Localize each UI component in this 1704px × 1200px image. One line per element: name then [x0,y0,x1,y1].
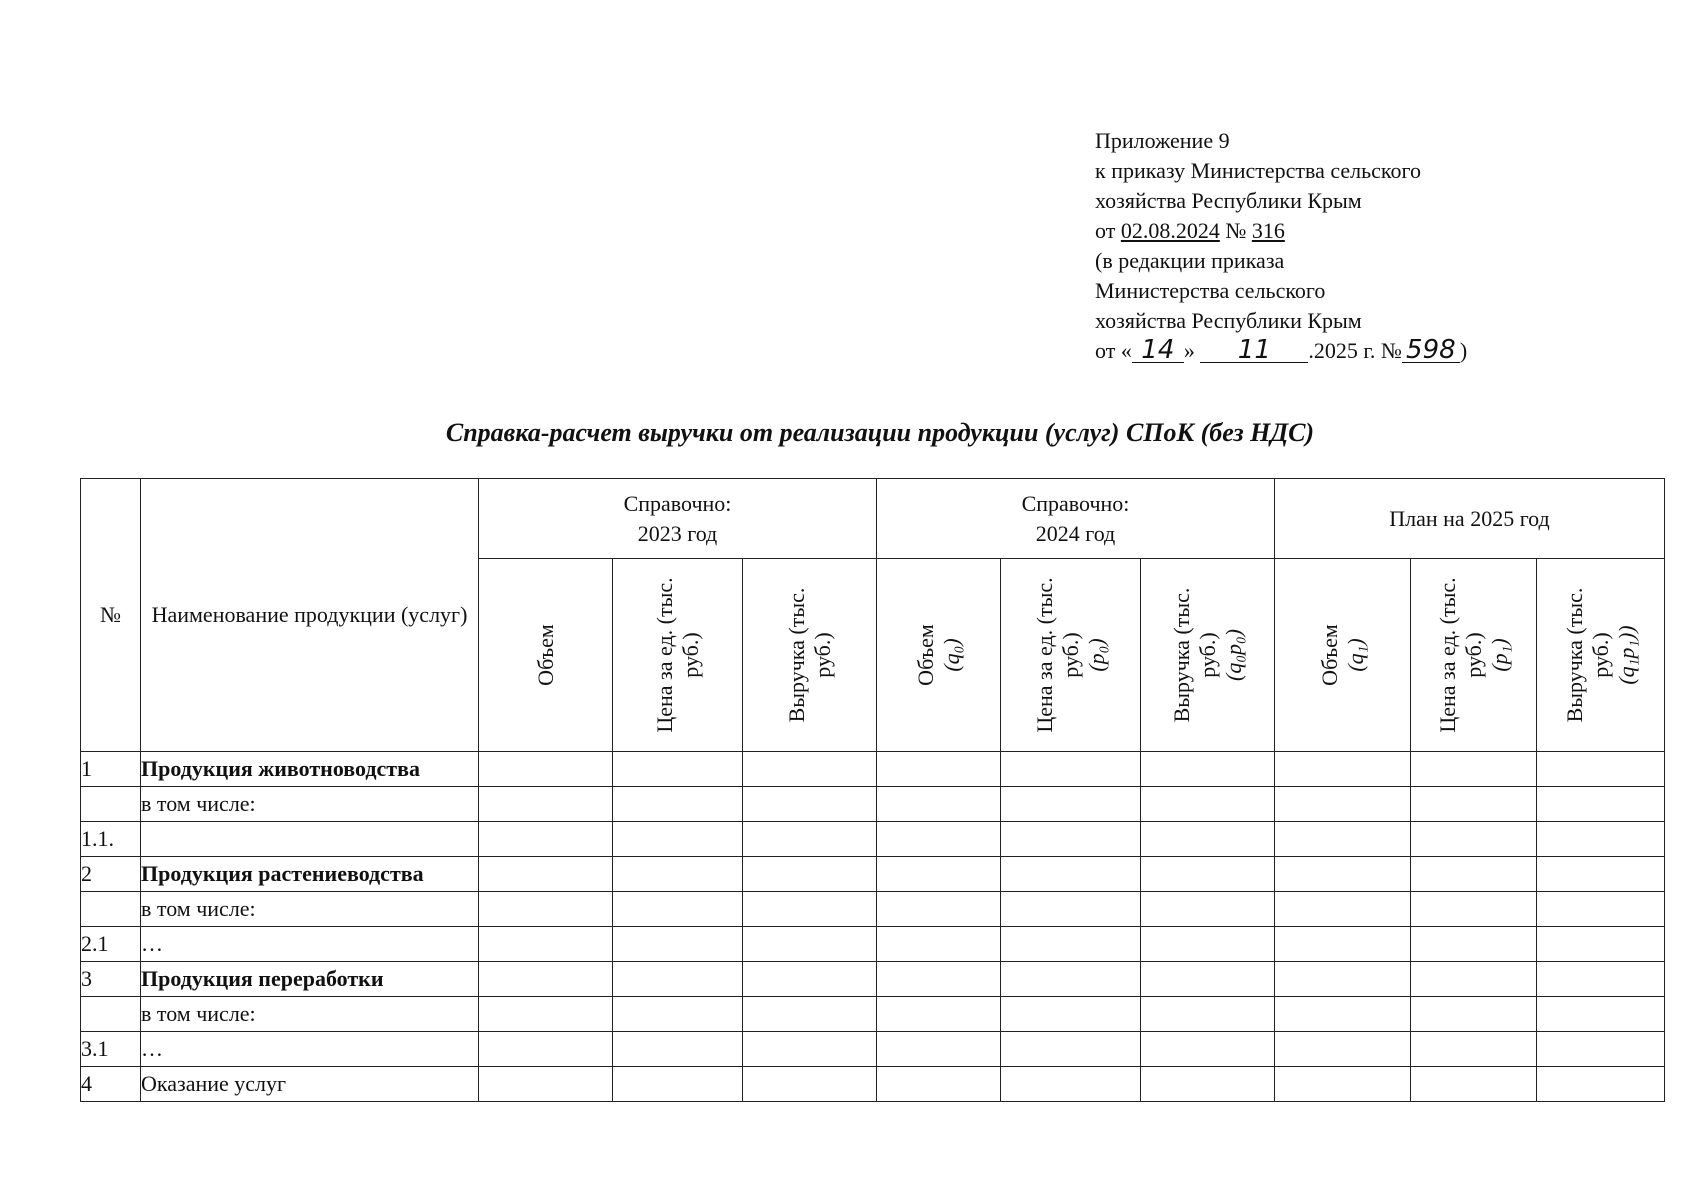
empty-cell [613,752,743,787]
empty-cell [877,857,1001,892]
empty-cell [877,752,1001,787]
text: .2025 г. № [1308,338,1402,363]
empty-cell [1275,1032,1411,1067]
table-row [81,1067,1665,1102]
order-number: 316 [1251,218,1285,243]
empty-cell [1411,787,1537,822]
text: от « [1095,338,1132,363]
empty-cell [613,997,743,1032]
subheader-symbol: (q₁) [1342,638,1368,672]
appendix-line: к приказу Министерства сельского [1095,158,1421,183]
empty-cell [1141,1032,1275,1067]
empty-cell [479,822,613,857]
appendix-revision-date-line [1095,336,1467,366]
group-header-2024 [877,479,1275,559]
row-label: в том числе: [141,997,479,1032]
row-label: Продукция растениеводства [141,857,479,892]
table-row [81,892,1665,927]
empty-cell [479,1032,613,1067]
empty-cell [1537,1032,1665,1067]
subheader-price [1001,559,1141,752]
group-line: 2024 год [1035,520,1116,546]
row-number [81,997,141,1032]
row-number: 2.1 [81,927,141,962]
order-date: 02.08.2024 [1120,218,1220,243]
empty-cell [1141,787,1275,822]
appendix-line: Министерства сельского [1095,278,1326,303]
empty-cell [613,1032,743,1067]
subheader-symbol: (q₀p₀) [1220,629,1246,681]
subheader-label: Выручка (тыс. руб.) [1561,587,1613,723]
subheader-volume [479,559,613,752]
empty-cell [1411,892,1537,927]
empty-cell [1411,927,1537,962]
appendix-line: хозяйства Республики Крым [1095,188,1362,213]
empty-cell [1537,1067,1665,1102]
empty-cell [1537,892,1665,927]
empty-cell [613,892,743,927]
empty-cell [1141,752,1275,787]
empty-cell [1537,822,1665,857]
empty-cell [1537,997,1665,1032]
empty-cell [1141,927,1275,962]
empty-cell [479,1067,613,1102]
empty-cell [479,787,613,822]
subheader-label: Цена за ед. (тыс. руб.) [1434,577,1486,733]
empty-cell [479,997,613,1032]
subheader-label: Объем [1316,624,1342,686]
subheader-volume [877,559,1001,752]
group-line: 2023 год [637,520,718,546]
empty-cell [613,857,743,892]
empty-cell [877,1067,1001,1102]
empty-cell [1275,927,1411,962]
empty-cell [1001,962,1141,997]
subheader-revenue [743,559,877,752]
appendix-line: (в редакции приказа [1095,248,1285,273]
subheader-label: Выручка (тыс. руб.) [1168,587,1220,723]
empty-cell [1001,822,1141,857]
text: № [1219,218,1252,243]
empty-cell [1275,997,1411,1032]
subheader-price [613,559,743,752]
subheader-price [1411,559,1537,752]
empty-cell [743,1032,877,1067]
empty-cell [613,822,743,857]
empty-cell [479,927,613,962]
empty-cell [1275,822,1411,857]
subheader-symbol: (p₁) [1486,638,1512,672]
row-number: 1.1. [81,822,141,857]
empty-cell [1411,857,1537,892]
empty-cell [613,927,743,962]
empty-cell [1275,1067,1411,1102]
table-row [81,997,1665,1032]
empty-cell [613,787,743,822]
row-number: 1 [81,752,141,787]
row-number: 4 [81,1067,141,1102]
empty-cell [1275,752,1411,787]
empty-cell [1537,962,1665,997]
handwritten-day: 14 [1132,338,1184,363]
empty-cell [1275,857,1411,892]
subheader-label: Объем [912,624,938,686]
subheader-symbol: (q₁p₁)) [1613,625,1639,685]
empty-cell [743,927,877,962]
empty-cell [877,927,1001,962]
row-label: … [141,1032,479,1067]
empty-cell [1001,752,1141,787]
empty-cell [743,857,877,892]
empty-cell [877,822,1001,857]
row-number: 3.1 [81,1032,141,1067]
appendix-block [1095,126,1467,366]
empty-cell [479,892,613,927]
col-header-name: Наименование продукции (услуг) [141,479,479,752]
empty-cell [1537,927,1665,962]
empty-cell [1537,752,1665,787]
row-label [141,822,479,857]
row-label: Оказание услуг [141,1067,479,1102]
empty-cell [1001,1067,1141,1102]
subheader-label: Цена за ед. (тыс. руб.) [1031,577,1083,733]
empty-cell [743,1067,877,1102]
subheader-label: Выручка (тыс. руб.) [783,587,835,723]
text: » [1183,338,1201,363]
group-header-2023 [479,479,877,559]
empty-cell [613,1067,743,1102]
handwritten-number: 598 [1402,338,1460,363]
empty-cell [743,997,877,1032]
appendix-order-date-line [1095,216,1467,246]
row-number [81,892,141,927]
table-row [81,962,1665,997]
empty-cell [1275,892,1411,927]
empty-cell [479,962,613,997]
table-row [81,787,1665,822]
empty-cell [877,962,1001,997]
revenue-table [80,478,1665,1102]
empty-cell [479,752,613,787]
row-number: 2 [81,857,141,892]
empty-cell [743,892,877,927]
text: ) [1459,338,1468,363]
empty-cell [1537,787,1665,822]
empty-cell [1001,997,1141,1032]
empty-cell [1001,787,1141,822]
subheader-volume [1275,559,1411,752]
empty-cell [1001,1032,1141,1067]
empty-cell [877,787,1001,822]
row-label: … [141,927,479,962]
subheader-symbol: (q₀) [938,638,964,672]
group-line: Справочно: [623,490,732,516]
table-row [81,752,1665,787]
document-title: Справка-расчет выручки от реализации продукции (услуг) СПоК (без НДС) [445,418,1315,447]
empty-cell [1275,787,1411,822]
empty-cell [1141,1067,1275,1102]
empty-cell [1411,962,1537,997]
table-row [81,927,1665,962]
group-line: План на 2025 год [1389,505,1550,531]
empty-cell [743,962,877,997]
empty-cell [1411,1032,1537,1067]
subheader-revenue [1537,559,1665,752]
empty-cell [1141,822,1275,857]
col-header-number: № [81,479,141,752]
row-label: в том числе: [141,787,479,822]
appendix-line: Приложение 9 [1095,128,1230,153]
subheader-label: Цена за ед. (тыс. руб.) [651,577,703,733]
empty-cell [1411,822,1537,857]
table-row [81,1032,1665,1067]
empty-cell [1141,857,1275,892]
empty-cell [1411,752,1537,787]
empty-cell [613,962,743,997]
handwritten-month: 11 [1200,338,1308,363]
empty-cell [1001,927,1141,962]
empty-cell [1001,892,1141,927]
table-row [81,822,1665,857]
row-number: 3 [81,962,141,997]
empty-cell [877,997,1001,1032]
empty-cell [1001,857,1141,892]
appendix-line: хозяйства Республики Крым [1095,308,1362,333]
empty-cell [1141,997,1275,1032]
row-number [81,787,141,822]
row-label: Продукция переработки [141,962,479,997]
subheader-revenue [1141,559,1275,752]
table-row [81,857,1665,892]
empty-cell [1275,962,1411,997]
empty-cell [743,787,877,822]
empty-cell [743,822,877,857]
empty-cell [1537,857,1665,892]
subheader-label: Объем [532,624,558,686]
group-line: Справочно: [1021,490,1130,516]
empty-cell [877,892,1001,927]
empty-cell [1411,1067,1537,1102]
group-header-plan-2025 [1275,479,1665,559]
empty-cell [479,857,613,892]
text: от [1095,218,1121,243]
empty-cell [1141,892,1275,927]
empty-cell [1411,997,1537,1032]
empty-cell [1141,962,1275,997]
empty-cell [877,1032,1001,1067]
empty-cell [743,752,877,787]
subheader-symbol: (p₀) [1083,638,1109,672]
row-label: в том числе: [141,892,479,927]
row-label: Продукция животноводства [141,752,479,787]
